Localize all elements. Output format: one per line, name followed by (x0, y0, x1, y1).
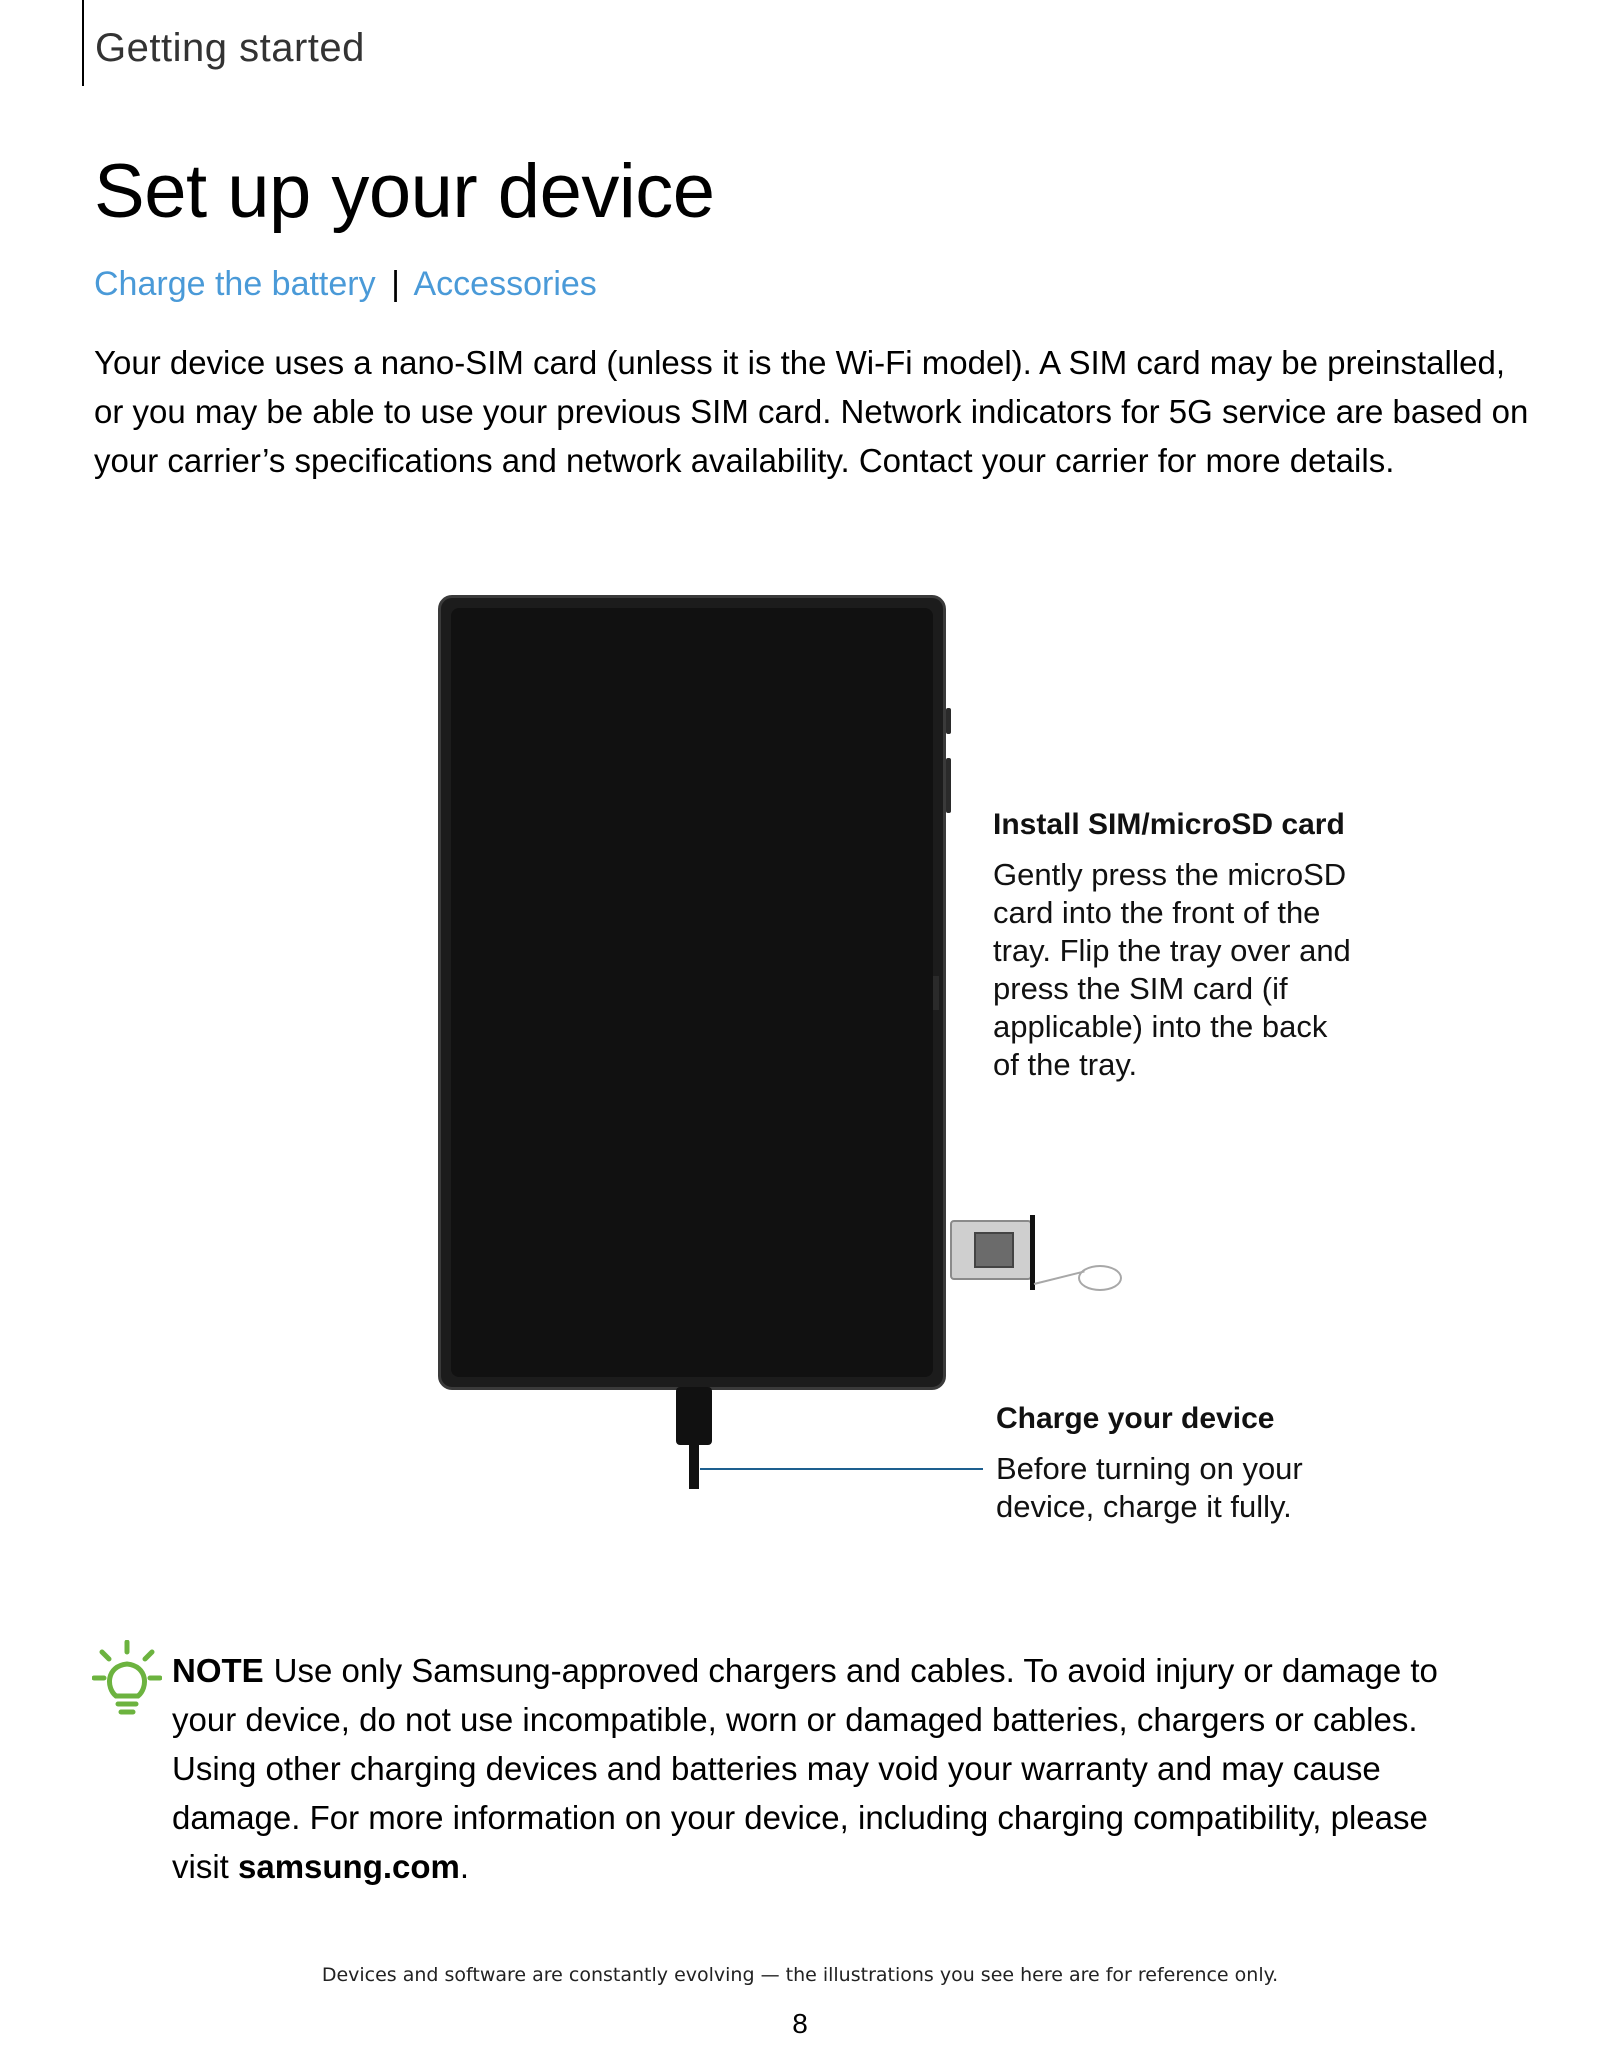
volume-button (946, 758, 951, 813)
section-divider (82, 0, 84, 86)
breadcrumb-separator: | (391, 265, 400, 303)
tablet-image (438, 595, 946, 1390)
sim-callout-line: Gently press the microSD (993, 857, 1347, 892)
charge-callout-title: Charge your device (996, 1402, 1275, 1435)
footer-disclaimer: Devices and software are constantly evolving — the illustrations you see here are for reference only. (321, 1964, 1279, 1986)
sim-callout-line: tray. Flip the tray over and (993, 933, 1351, 968)
sim-callout-line: applicable) into the back (993, 1009, 1328, 1044)
usb-cable (689, 1443, 699, 1489)
breadcrumb (94, 265, 597, 304)
sim-tray-edge (1030, 1215, 1035, 1290)
microsd-slot (974, 1232, 1014, 1268)
side-connector (933, 976, 939, 1010)
sim-callout-line: card into the front of the (993, 895, 1321, 930)
page-number: 8 (792, 2008, 808, 2039)
eject-pin-loop (1078, 1265, 1122, 1291)
sim-callout-line: of the tray. (993, 1047, 1138, 1082)
charge-callout-line (700, 1468, 983, 1470)
section-label: Getting started (95, 26, 365, 70)
usb-plug (676, 1387, 712, 1445)
note-end: . (459, 1848, 470, 1885)
page-title: Set up your device (94, 149, 715, 234)
charge-callout-body (996, 1450, 1303, 1526)
note-text: Use only Samsung-approved chargers and cables. To avoid injury or damage to your device, do not use incompatible, worn or damaged batteries, chargers or cables. Using other charging devices and batteries may void your warranty and may cause damage. For more information on your device, including charging compatibility, please visit (172, 1652, 1438, 1885)
sim-callout-body (993, 856, 1351, 1084)
charge-battery-link[interactable]: Charge the battery (94, 265, 376, 303)
note-label: NOTE (172, 1652, 264, 1689)
note-paragraph (172, 1646, 1492, 1891)
charge-callout-line: Before turning on your (996, 1451, 1303, 1486)
tablet-screen (451, 608, 933, 1377)
sim-tray (950, 1220, 1032, 1280)
power-button (946, 708, 951, 734)
accessories-link[interactable]: Accessories (413, 265, 597, 303)
sim-callout-title: Install SIM/microSD card (993, 808, 1345, 841)
intro-paragraph: Your device uses a nano-SIM card (unless it is the Wi-Fi model). A SIM card may be preinstalled, or you may be able to use your previous SIM card. Network indicators for 5G service are based on your carrier’s specifications and network availability. Contact your carrier for more details. (94, 344, 1529, 479)
sim-callout-line: press the SIM card (if (993, 971, 1288, 1006)
charge-callout-line: device, charge it fully. (996, 1489, 1292, 1524)
lightbulb-icon (92, 1640, 162, 1716)
samsung-link[interactable]: samsung.com (238, 1848, 460, 1885)
